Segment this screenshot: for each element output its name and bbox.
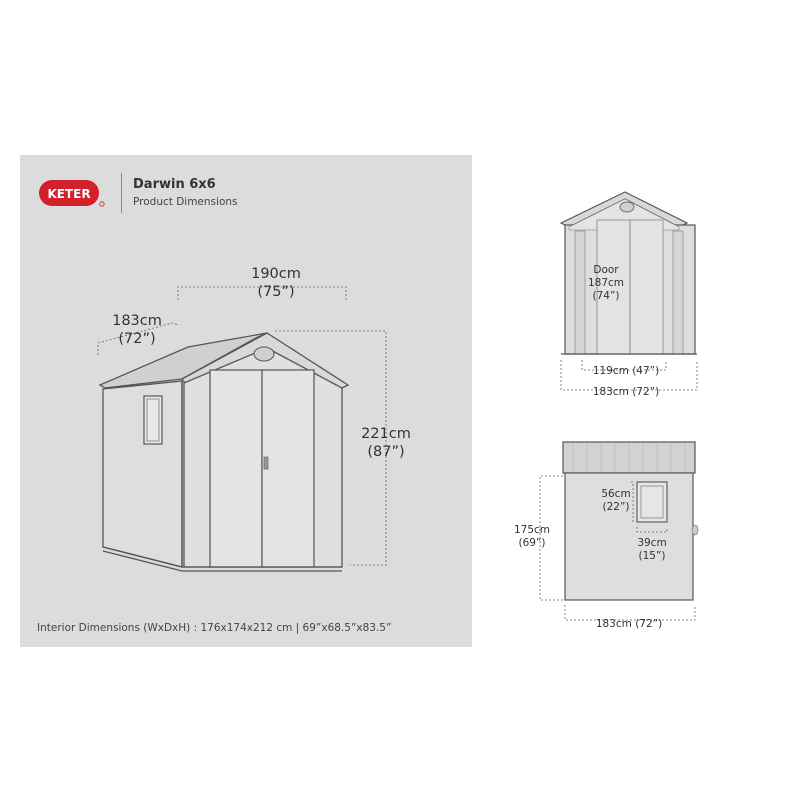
product-subtitle: Product Dimensions (133, 196, 238, 208)
width-cm-label: 190cm (251, 266, 301, 282)
side-height-cm-label: 175cm (513, 524, 551, 536)
shed-perspective-drawing (20, 155, 472, 647)
height-in-label: (87”) (367, 444, 405, 461)
door-label: Door (593, 264, 619, 276)
window-height-in-label: (22”) (602, 501, 630, 514)
window-width-in-label: (15”) (638, 550, 666, 563)
side-height (510, 524, 554, 550)
front-door-height (580, 264, 632, 303)
window-height (596, 488, 636, 514)
width-in-label: (75”) (257, 284, 295, 301)
product-name: Darwin 6x6 (133, 177, 216, 192)
window-height-cm-label: 56cm (601, 488, 631, 500)
side-total-width: 183cm (72”) (595, 618, 663, 630)
side-height-in-label: (69”) (518, 537, 546, 550)
window-width (632, 537, 672, 563)
width-dimension (226, 265, 326, 301)
main-panel (20, 155, 472, 647)
depth-dimension (98, 312, 176, 348)
height-cm-label: 221cm (361, 426, 411, 442)
front-door-width: 119cm (47”) (592, 365, 660, 377)
depth-cm-label: 183cm (112, 313, 162, 329)
door-cm-label: 187cm (587, 277, 625, 290)
shed-side-view (535, 440, 715, 640)
height-dimension (346, 425, 426, 461)
depth-in-label: (72”) (118, 331, 156, 348)
front-total-width: 183cm (72”) (592, 386, 660, 398)
svg-text:KETER: KETER (47, 187, 91, 201)
door-in-label: (74”) (592, 290, 620, 303)
interior-dimensions: Interior Dimensions (WxDxH) : 176x174x212 cm | 69”x68.5”x83.5” (37, 622, 392, 634)
window-width-cm-label: 39cm (637, 537, 667, 549)
